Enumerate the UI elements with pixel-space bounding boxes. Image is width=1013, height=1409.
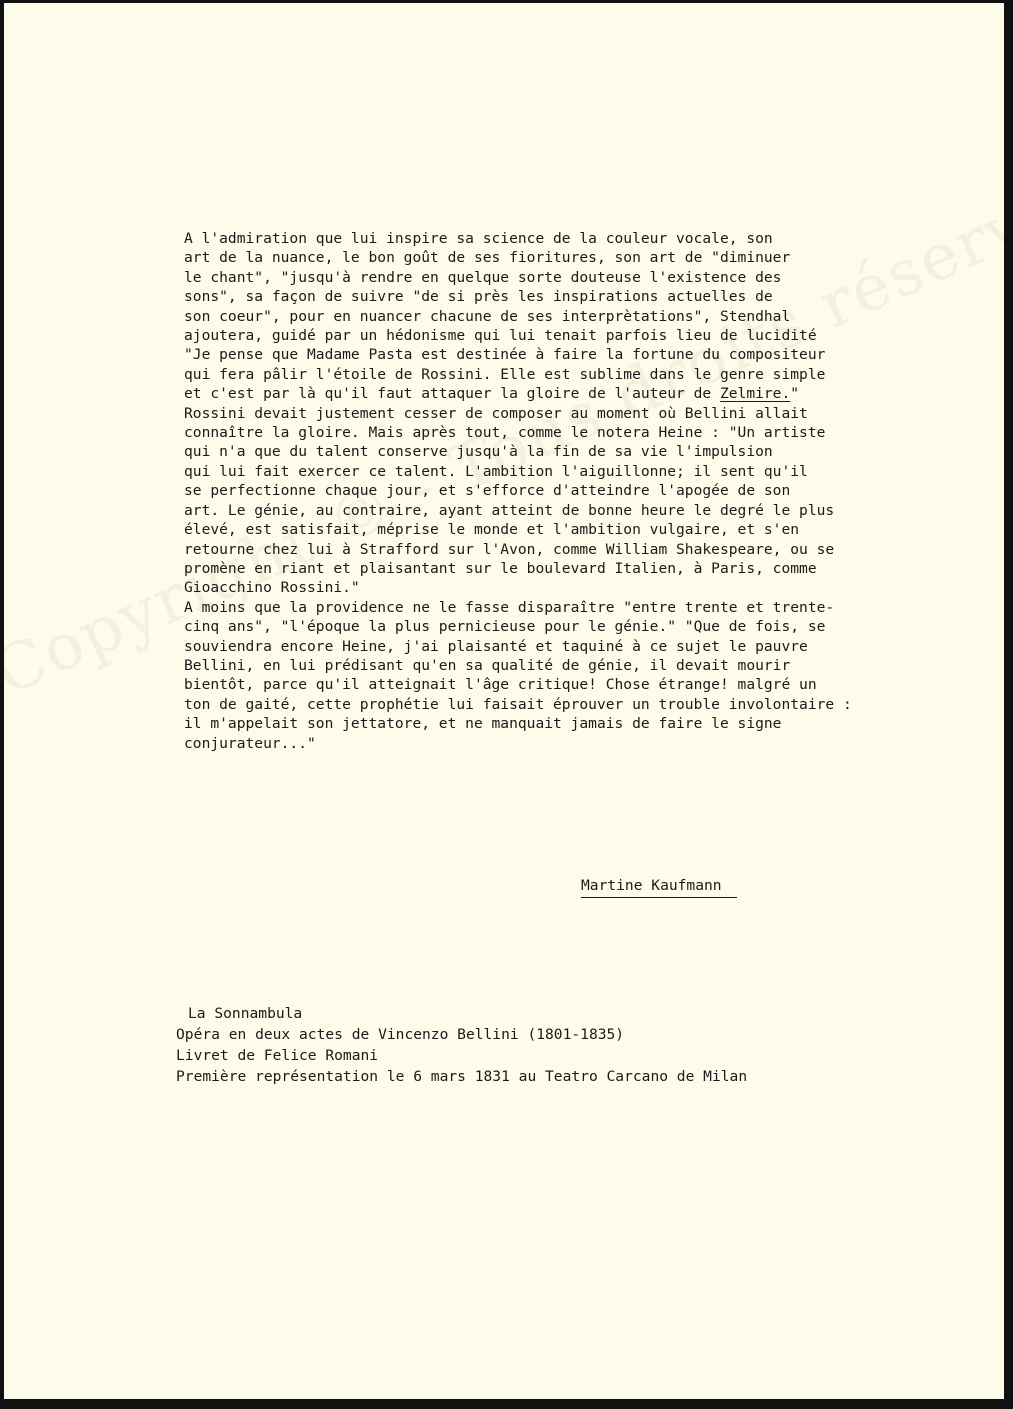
text-line: art de la nuance, le bon goût de ses fioritures, son art de "diminuer bbox=[184, 249, 791, 267]
text-line: qui lui fait exercer ce talent. L'ambition l'aiguillonne; il sent qu'il bbox=[184, 462, 808, 480]
text-line: A moins que la providence ne le fasse disparaître "entre trente et trente- bbox=[184, 598, 835, 616]
libretto-credit: Livret de Felice Romani bbox=[176, 1047, 379, 1064]
text-line: Bellini, en lui prédisant qu'en sa qualité de génie, il devait mourir bbox=[184, 656, 791, 674]
text-line: Gioacchino Rossini." bbox=[184, 579, 360, 597]
text-line bbox=[184, 384, 944, 403]
text-line: le chant", "jusqu'à rendre en quelque sorte douteuse l'existence des bbox=[184, 268, 782, 286]
author-signature: Martine Kaufmann bbox=[581, 877, 737, 898]
text-line: connaître la gloire. Mais après tout, comme le notera Heine : "Un artiste bbox=[184, 424, 826, 442]
text-line: son coeur", pour en nuancer chacune de ses interprètations", Stendhal bbox=[184, 307, 791, 325]
text-line-segment: et c'est par là qu'il faut attaquer la gloire de l'auteur de bbox=[184, 385, 720, 403]
text-line: ton de gaité, cette prophétie lui faisait éprouver un trouble involontaire : bbox=[184, 695, 852, 713]
opera-title: La Sonnambula bbox=[188, 1005, 303, 1022]
text-line: élevé, est satisfait, méprise le monde et l'ambition vulgaire, et s'en bbox=[184, 521, 800, 539]
opera-credits bbox=[176, 1003, 747, 1087]
text-line: souviendra encore Heine, j'ai plaisanté et taquiné à ce sujet le pauvre bbox=[184, 637, 808, 655]
opera-subtitle: Opéra en deux actes de Vincenzo Bellini (1801-1835) bbox=[176, 1026, 625, 1043]
document-page bbox=[4, 3, 1004, 1399]
text-line: qui fera pâlir l'étoile de Rossini. Elle est sublime dans le genre simple bbox=[184, 365, 826, 383]
text-line: bientôt, parce qu'il atteignait l'âge critique! Chose étrange! malgré un bbox=[184, 676, 817, 694]
essay-text bbox=[184, 229, 944, 753]
quote-mark: " bbox=[790, 385, 800, 403]
text-line: qui n'a que du talent conserve jusqu'à la fin de sa vie l'impulsion bbox=[184, 443, 773, 461]
text-line: ajoutera, guidé par un hédonisme qui lui tenait parfois lieu de lucidité bbox=[184, 327, 817, 345]
text-line: retourne chez lui à Strafford sur l'Avon, comme William Shakespeare, ou se bbox=[184, 540, 835, 558]
text-line: Rossini devait justement cesser de composer au moment où Bellini allait bbox=[184, 404, 808, 422]
text-line: promène en riant et plaisantant sur le boulevard Italien, à Paris, comme bbox=[184, 559, 817, 577]
text-line: sons", sa façon de suivre "de si près les inspirations actuelles de bbox=[184, 288, 773, 306]
text-line: "Je pense que Madame Pasta est destinée à faire la fortune du compositeur bbox=[184, 346, 826, 364]
text-line: cinq ans", "l'époque la plus pernicieuse pour le génie." "Que de fois, se bbox=[184, 618, 826, 636]
text-line: A l'admiration que lui inspire sa science de la couleur vocale, son bbox=[184, 230, 773, 247]
text-line: se perfectionne chaque jour, et s'efforce d'atteindre l'apogée de son bbox=[184, 482, 791, 500]
premiere-info: Première représentation le 6 mars 1831 au Teatro Carcano de Milan bbox=[176, 1068, 748, 1085]
text-line: conjurateur..." bbox=[184, 734, 316, 752]
work-title-zelmire: Zelmire. bbox=[719, 385, 791, 403]
text-line: il m'appelait son jettatore, et ne manquait jamais de faire le signe bbox=[184, 715, 782, 733]
text-line: art. Le génie, au contraire, ayant atteint de bonne heure le degré le plus bbox=[184, 501, 835, 519]
